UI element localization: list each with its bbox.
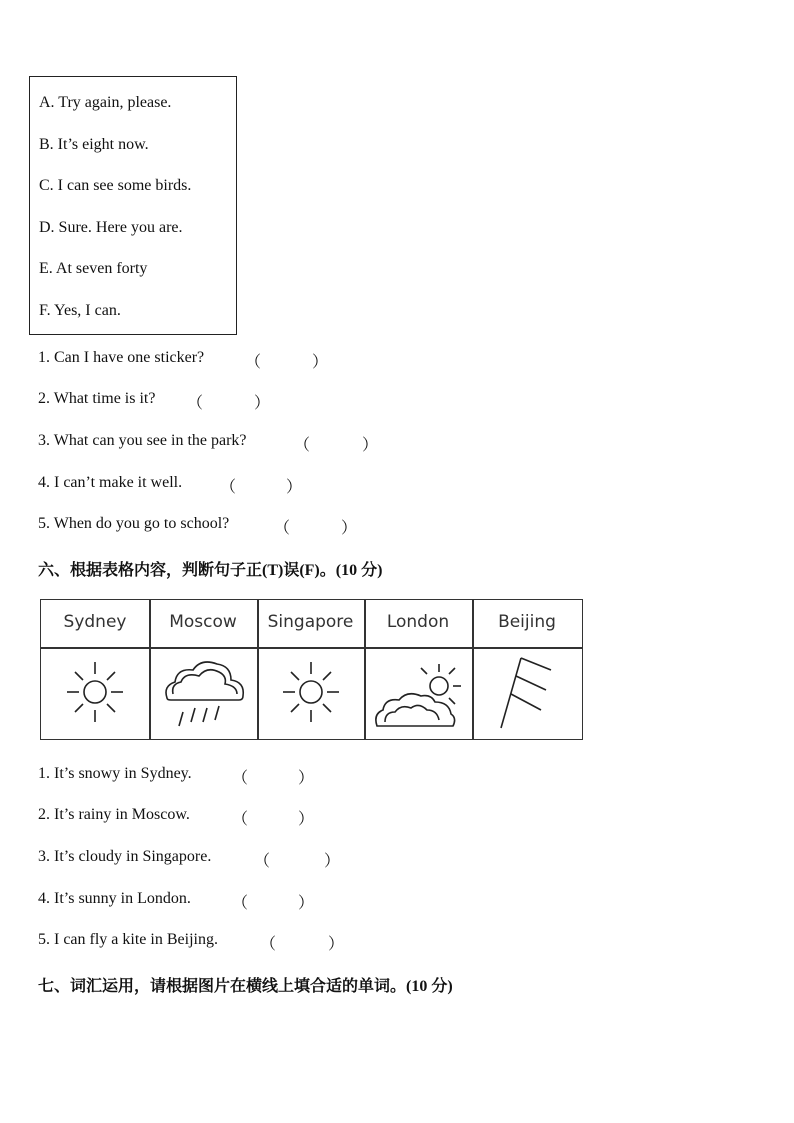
judge-question-1: 1. It’s snowy in Sydney. xyxy=(38,765,192,782)
city-beijing: Beijing xyxy=(498,612,556,632)
answer-paren-close: ） xyxy=(286,479,303,496)
city-london: London xyxy=(386,612,450,632)
option-c: C. I can see some birds. xyxy=(39,177,192,194)
judge-question-4: 4. It’s sunny in London. xyxy=(38,890,191,907)
answer-paren-close: ） xyxy=(298,895,315,912)
answer-paren-open: （ xyxy=(220,479,237,496)
answer-paren-close: ） xyxy=(254,395,271,412)
answer-paren-open: （ xyxy=(245,354,262,371)
judge-question-5: 5. I can fly a kite in Beijing. xyxy=(38,931,218,948)
options-box xyxy=(29,76,237,335)
sun-cloud-icon xyxy=(371,650,465,734)
match-question-2: 2. What time is it? xyxy=(38,390,156,407)
answer-paren-open: （ xyxy=(274,520,291,537)
match-question-1: 1. Can I have one sticker? xyxy=(38,349,205,366)
judge-question-3: 3. It’s cloudy in Singapore. xyxy=(38,848,212,865)
answer-paren-open: （ xyxy=(254,853,271,870)
option-f: F. Yes, I can. xyxy=(39,302,121,319)
match-question-3: 3. What can you see in the park? xyxy=(38,432,247,449)
city-sydney: Sydney xyxy=(63,612,127,632)
answer-paren-open: （ xyxy=(232,895,249,912)
option-a: A. Try again, please. xyxy=(39,94,172,111)
answer-paren-close: ） xyxy=(362,437,379,454)
judge-question-2: 2. It’s rainy in Moscow. xyxy=(38,806,190,823)
answer-paren-close: ） xyxy=(298,811,315,828)
section-7-heading: 七、词汇运用，请根据图片在横线上填合适的单词。(10 分) xyxy=(38,978,453,995)
option-b: B. It’s eight now. xyxy=(39,136,149,153)
answer-paren-open: （ xyxy=(187,395,204,412)
answer-paren-close: ） xyxy=(341,520,358,537)
wind-flag-icon xyxy=(491,650,561,734)
answer-paren-open: （ xyxy=(232,811,249,828)
rain-cloud-icon xyxy=(159,650,247,734)
answer-paren-close: ） xyxy=(298,770,315,787)
answer-paren-close: ） xyxy=(328,936,345,953)
answer-paren-open: （ xyxy=(232,770,249,787)
city-moscow: Moscow xyxy=(169,612,237,632)
section-6-heading: 六、根据表格内容，判断句子正(T)误(F)。(10 分) xyxy=(38,562,383,579)
sun-icon xyxy=(65,650,125,734)
weather-table xyxy=(40,599,583,740)
match-question-4: 4. I can’t make it well. xyxy=(38,474,183,491)
sun-icon xyxy=(281,650,341,734)
answer-paren-open: （ xyxy=(294,437,311,454)
option-e: E. At seven forty xyxy=(39,260,148,277)
answer-paren-close: ） xyxy=(324,853,341,870)
option-d: D. Sure. Here you are. xyxy=(39,219,183,236)
city-singapore: Singapore xyxy=(267,612,354,632)
match-question-5: 5. When do you go to school? xyxy=(38,515,230,532)
answer-paren-open: （ xyxy=(260,936,277,953)
answer-paren-close: ） xyxy=(312,354,329,371)
